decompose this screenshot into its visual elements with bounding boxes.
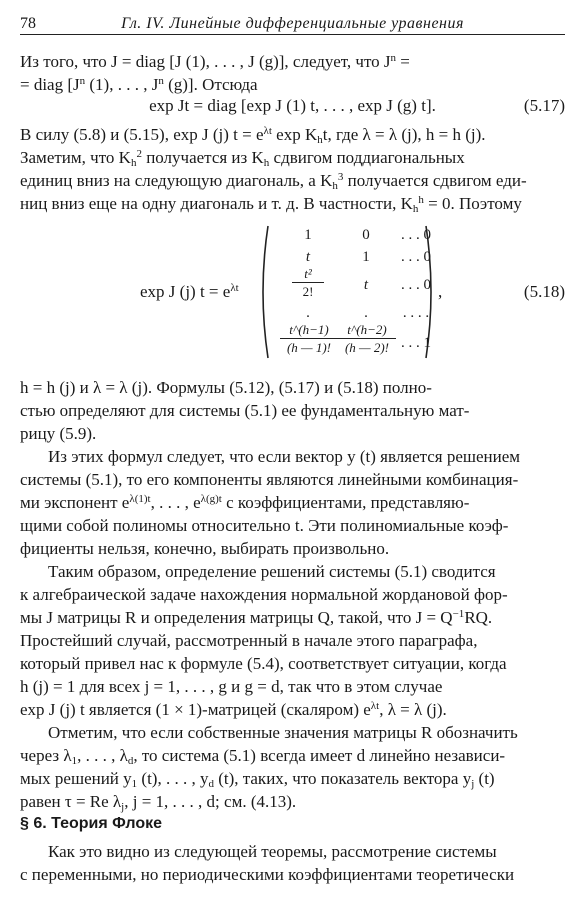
- matrix-cell: 1: [304, 227, 312, 243]
- matrix-cell: . . . 0: [401, 227, 431, 243]
- text-line: который привел нас к формуле (5.4), соответствует ситуации, когда: [20, 654, 507, 673]
- text-line: ниц вниз еще на одну диагональ и т. д. В частности, $K_h^h = 0$. Поэтому: [20, 194, 522, 215]
- text-line: Из этих формул следует, что если вектор y (t) является решением: [48, 447, 521, 466]
- matrix-cell: 1: [362, 249, 370, 265]
- equation-5-18: [20, 222, 565, 362]
- running-title: Гл. IV. Линейные дифференциальные уравнения: [121, 15, 464, 32]
- matrix-cell: .: [306, 305, 310, 321]
- matrix-cell: . . . 0: [401, 249, 431, 265]
- text-line: h = h (j) и λ = λ (j). Формулы (5.12), (5.17) и (5.18) полно-: [20, 378, 432, 397]
- page-number: 78: [20, 15, 36, 32]
- equation-comma: ,: [438, 282, 443, 301]
- text-line: Из того, что J = diag [J (1), . . . , J (g)], следует, что $J^n$ =: [20, 52, 410, 71]
- text-line: рицу (5.9).: [20, 424, 97, 443]
- text-line: Как это видно из следующей теоремы, рассмотрение системы: [48, 842, 497, 861]
- text-line: мых решений $y_1$ (t), . . . , $y_d$ (t), таких, что показатель вектора $y_j$ (t): [20, 769, 495, 790]
- text-line: равен τ = Re $\lambda_j$, j = 1, . . . , d; см. (4.13).: [20, 792, 297, 813]
- paragraph-4: [20, 445, 565, 560]
- paragraph-1: [20, 50, 565, 96]
- paragraph-6: [20, 721, 565, 813]
- matrix-cell: . . . 0: [401, 277, 431, 293]
- equation-number: (5.18): [523, 282, 565, 301]
- text-line: ми экспонент $e^{\lambda(1)t}$, . . . , $e^{\lambda(g)t}$ с коэффициентами, представляю-: [20, 493, 470, 512]
- text-line: щими собой полиномы относительно t. Эти полиномиальные коэф-: [20, 516, 509, 535]
- matrix-cell: 0: [362, 227, 370, 243]
- matrix-cell: t: [305, 249, 311, 265]
- text-line: В силу (5.8) и (5.15), exp J (j) $t = e^{\lambda t}$ $\exp K_ht$, где λ = λ (j), h = h (j).: [20, 125, 486, 146]
- running-header: [20, 8, 565, 35]
- text-line: Заметим, что $K_h^2$ получается из $K_h$ сдвигом поддиагональных: [20, 148, 465, 169]
- matrix-cell: .: [364, 305, 368, 321]
- section-heading: § 6. Теория Флоке: [20, 815, 163, 832]
- equation-body: exp Jt = diag [exp J (1) t, . . . , exp J (g) t].: [149, 96, 436, 115]
- text-line: через $\lambda_1$, . . . , $\lambda_d$, то система (5.1) всегда имеет d линейно независи-: [20, 746, 506, 767]
- paragraph-2: [20, 123, 565, 215]
- equation-lhs: exp J (j) $t = e^{\lambda t}$: [140, 282, 239, 301]
- text-line: фициенты нельзя, конечно, выбирать произвольно.: [20, 539, 390, 558]
- text-line: Отметим, что если собственные значения матрицы R обозначить: [48, 723, 518, 742]
- text-line: системы (5.1), то его компоненты являются линейными комбинация-: [20, 470, 519, 489]
- paragraph-5: [20, 560, 565, 721]
- page: [20, 0, 565, 884]
- matrix-cell: . . . 1: [401, 335, 431, 351]
- text-line: = diag [$J^n$ (1), . . . , $J^n$ (g)]. Отсюда: [20, 75, 258, 94]
- matrix-cell: t: [363, 277, 369, 293]
- text-line: exp J (j) t является (1 × 1)-матрицей (скаляром) $e^{\lambda t}$, λ = λ (j).: [20, 700, 447, 719]
- equation-5-17: [20, 94, 565, 118]
- matrix-cell: . . . .: [402, 305, 430, 321]
- text-line: Таким образом, определение решений системы (5.1) сводится: [48, 562, 496, 581]
- paragraph-3: [20, 376, 565, 445]
- paragraph-7: [20, 840, 565, 886]
- matrix-fraction: t² 2!: [292, 266, 324, 299]
- text-line: мы J матрицы R и определения матрицы Q, такой, что $J = Q^{-1}RQ$.: [20, 608, 493, 627]
- equation-number: (5.17): [523, 96, 565, 115]
- text-line: Простейший случай, рассмотренный в начале этого параграфа,: [20, 631, 478, 650]
- text-line: с переменными, но периодическими коэффициентами теоретически: [20, 865, 515, 884]
- text-line: стью определяют для системы (5.1) ее фундаментальную мат-: [20, 401, 470, 420]
- matrix-fraction: t^(h−2) (h — 2)!: [338, 322, 396, 355]
- text-line: к алгебраической задаче нахождения нормальной жордановой фор-: [20, 585, 508, 604]
- text-line: h (j) = 1 для всех j = 1, . . . , g и g = d, так что в этом случае: [20, 677, 443, 696]
- matrix-fraction: t^(h−1) (h — 1)!: [280, 322, 338, 355]
- text-line: единиц вниз на следующую диагональ, а $K_h^3$ получается сдвигом еди-: [20, 171, 527, 192]
